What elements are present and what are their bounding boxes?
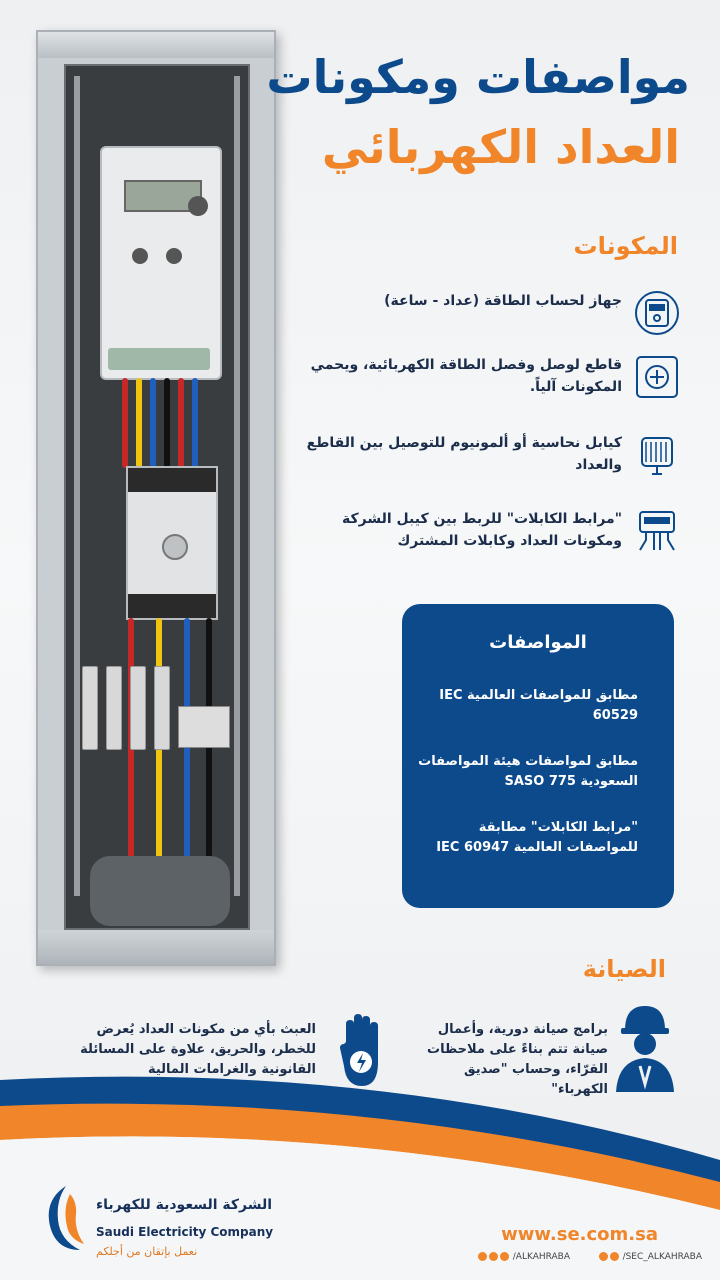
components-heading: المكونات xyxy=(573,232,678,260)
spec-item: مطابق لمواصفات هيئة المواصفات السعودية SASO 775 xyxy=(418,754,638,789)
component-item xyxy=(300,508,680,570)
warning-text: العبث بأي من مكونات العداد يُعرض للخطر، والحريق، علاوة على المسائلة القانونية والغرامات المالية xyxy=(80,1022,316,1077)
social-handle-2[interactable] xyxy=(598,1252,702,1262)
cabinet-top xyxy=(38,32,274,58)
electric-meter xyxy=(100,146,222,380)
maintenance-heading: الصيانة xyxy=(582,955,666,983)
wire-blue xyxy=(192,378,198,468)
meter-terminals xyxy=(108,348,210,370)
wire-yellow xyxy=(136,378,142,468)
wire-red xyxy=(178,378,184,468)
component-item xyxy=(300,432,680,494)
component-item xyxy=(300,290,680,352)
social-handle-text: /SEC_ALKAHRABA xyxy=(622,1252,702,1262)
breaker-icon xyxy=(634,354,680,400)
mounting-rail-right xyxy=(234,76,240,896)
instagram-icon xyxy=(489,1252,498,1261)
cabinet-bottom xyxy=(38,930,274,964)
component-text: قاطع لوصل وفصل الطاقة الكهربائية، ويحمي المكونات آلياً. xyxy=(310,357,622,395)
meter-button xyxy=(132,248,148,264)
page-title-line2: العداد الكهربائي xyxy=(321,120,680,174)
meter-cabinet-photo xyxy=(36,30,276,966)
page-title-line1: مواصفات ومكونات xyxy=(266,50,690,104)
component-text: "مرابط الكابلات" للربط بين كيبل الشركة ومكونات العداد وكابلات المشترك xyxy=(342,511,622,549)
cable-clamp xyxy=(90,856,230,926)
breaker-knob xyxy=(162,534,188,560)
website-link[interactable]: www.se.com.sa xyxy=(501,1224,658,1245)
spec-item: مطابق للمواصفات العالمية IEC 60529 xyxy=(439,688,638,723)
breaker-terminals-bottom xyxy=(128,594,216,618)
social-handle-text: /ALKAHRABA xyxy=(512,1252,570,1262)
meter-icon xyxy=(634,290,680,336)
wire-blue xyxy=(150,378,156,468)
fuse-holder xyxy=(82,666,98,750)
company-logo-icon xyxy=(40,1180,90,1256)
cable-connector-icon xyxy=(634,508,680,554)
meter-button xyxy=(166,248,182,264)
wire-black xyxy=(164,378,170,468)
youtube-icon xyxy=(500,1252,509,1261)
social-handle-1[interactable] xyxy=(477,1252,570,1262)
component-text: كيابل نحاسية أو ألمونيوم للتوصيل بين القاطع والعداد xyxy=(306,435,622,473)
maintenance-text: برامج صيانة دورية، وأعمال صيانة تتم بناءً على ملاحظات القرّاء، وحساب "صديق الكهرباء" xyxy=(427,1022,608,1097)
wire-red xyxy=(122,378,128,468)
breaker-terminals-top xyxy=(128,468,216,492)
fuse-holder xyxy=(106,666,122,750)
mounting-rail-left xyxy=(74,76,80,896)
fuse-holder xyxy=(154,666,170,750)
facebook-icon xyxy=(599,1252,608,1261)
cabinet-interior xyxy=(64,64,250,930)
specifications-panel xyxy=(402,604,674,908)
fuse-holder xyxy=(130,666,146,750)
specifications-heading: المواصفات xyxy=(489,632,587,653)
twitter-icon xyxy=(478,1252,487,1261)
component-text: جهاز لحساب الطاقة (عداد - ساعة) xyxy=(384,293,622,309)
company-name-ar: الشركة السعودية للكهرباء xyxy=(96,1197,273,1213)
spec-item: "مرابط الكابلات" مطابقة للمواصفات العالمية IEC 60947 xyxy=(436,820,638,855)
circuit-breaker xyxy=(126,466,218,620)
terminal-block xyxy=(178,706,230,748)
cable-reel-icon xyxy=(634,432,680,478)
meter-dial xyxy=(188,196,208,216)
snapchat-icon xyxy=(610,1252,619,1261)
company-tagline: نعمل بإتقان من أجلكم xyxy=(96,1245,198,1258)
company-name-en: Saudi Electricity Company xyxy=(96,1225,274,1239)
component-item xyxy=(300,354,680,416)
